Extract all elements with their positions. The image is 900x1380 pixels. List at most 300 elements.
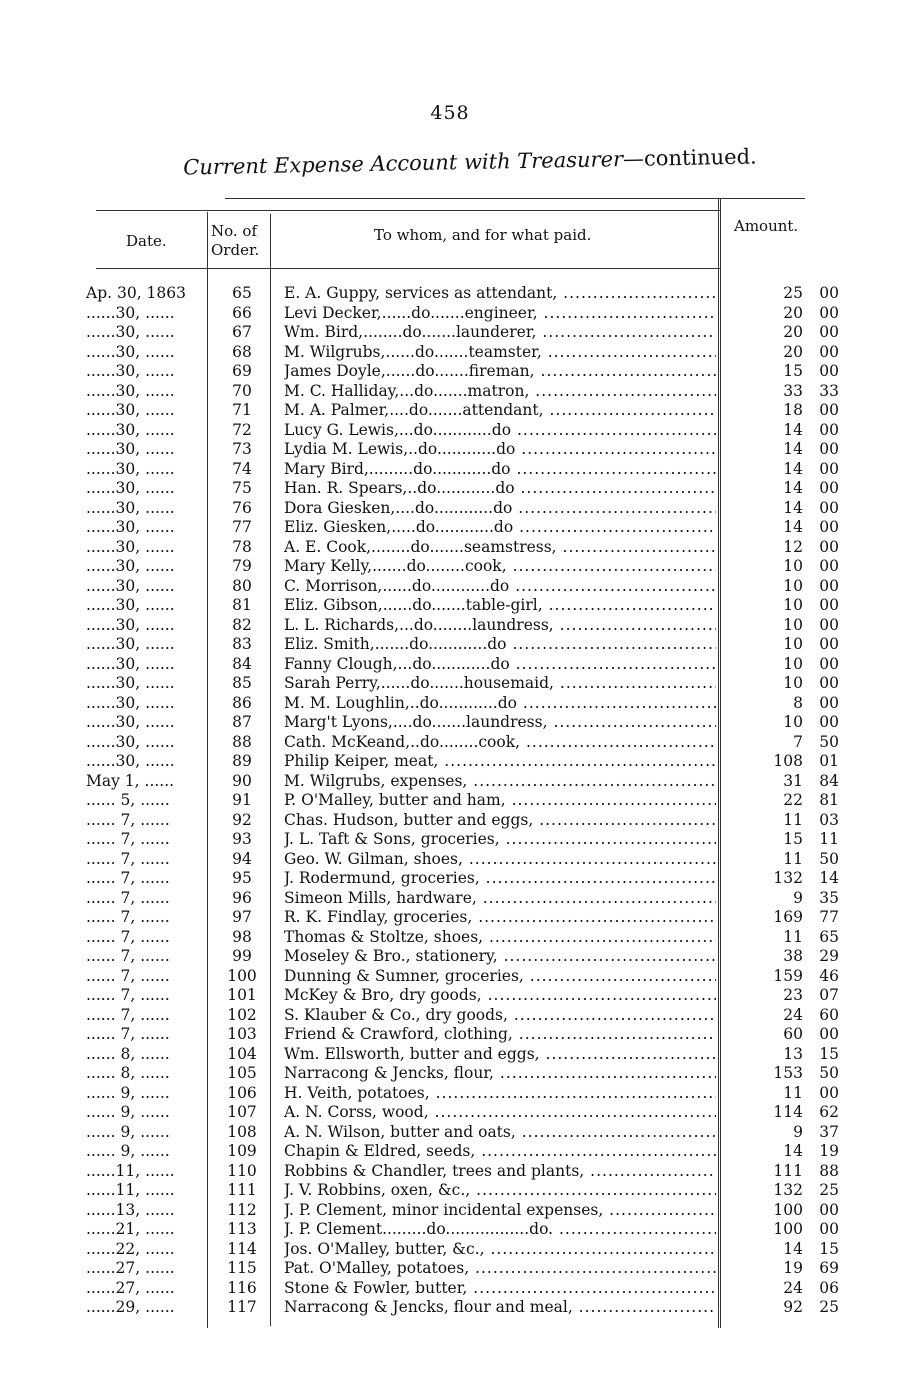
entry-date: ......30, ...... bbox=[86, 752, 175, 770]
amount bbox=[751, 1064, 871, 1084]
order-number: 68 bbox=[232, 342, 252, 361]
amount bbox=[751, 1123, 871, 1143]
amount-dollars: 14 bbox=[783, 459, 803, 478]
amount bbox=[751, 1006, 871, 1026]
amount-cents: 00 bbox=[819, 557, 839, 575]
payee-description bbox=[284, 908, 716, 928]
amount-dollars: 169 bbox=[773, 908, 803, 926]
payee-text: Mary Kelly,.......do........cook, ..... bbox=[284, 557, 716, 577]
payee-text: P. O'Malley, butter and ham, ..... bbox=[284, 791, 716, 811]
payee-description bbox=[284, 752, 716, 772]
payee-text: M. Wilgrubs,......do.......teamster, ..... bbox=[284, 343, 716, 363]
amount-cents: 00 bbox=[819, 401, 839, 419]
order-number: 76 bbox=[232, 498, 252, 517]
amount bbox=[751, 1084, 871, 1104]
amount-cents: 50 bbox=[819, 732, 839, 751]
payee-text: M. Wilgrubs, expenses, ..... bbox=[284, 772, 716, 792]
entry-date: ......30, ...... bbox=[86, 537, 175, 556]
payee-description bbox=[284, 947, 716, 967]
table-row bbox=[86, 1123, 856, 1143]
amount bbox=[751, 1162, 871, 1182]
amount-cents: 07 bbox=[819, 986, 839, 1004]
payee-text: Thomas & Stoltze, shoes, ..... bbox=[284, 928, 716, 948]
amount bbox=[751, 986, 871, 1006]
amount-cents: 88 bbox=[819, 1161, 839, 1180]
order-number: 90 bbox=[232, 771, 252, 790]
payee-description bbox=[284, 655, 716, 675]
payee-description bbox=[284, 479, 716, 499]
entry-date: ......30, ...... bbox=[86, 420, 175, 439]
entry-date: ...... 8, ...... bbox=[86, 1064, 170, 1082]
payee-description bbox=[284, 440, 716, 460]
entry-date: ......22, ...... bbox=[86, 1239, 175, 1258]
amount bbox=[751, 596, 871, 616]
table-row bbox=[86, 577, 856, 597]
payee-description bbox=[284, 713, 716, 733]
entry-date: ...... 9, ...... bbox=[86, 1103, 170, 1121]
order-number: 97 bbox=[232, 908, 252, 926]
payee-description bbox=[284, 323, 716, 343]
page-number: 458 bbox=[430, 102, 470, 124]
table-row bbox=[86, 1142, 856, 1162]
table-row bbox=[86, 460, 856, 480]
payee-text: Fanny Clough,...do............do ..... bbox=[284, 655, 716, 675]
entry-date: ......30, ...... bbox=[86, 732, 175, 751]
amount-dollars: 10 bbox=[783, 596, 803, 614]
amount bbox=[751, 499, 871, 519]
order-number: 70 bbox=[232, 381, 252, 400]
payee-text: Levi Decker,......do.......engineer, ..... bbox=[284, 304, 716, 324]
amount-dollars: 60 bbox=[783, 1025, 803, 1043]
ledger-rows bbox=[86, 284, 856, 1318]
amount bbox=[751, 850, 871, 870]
amount-cents: 29 bbox=[819, 947, 839, 965]
payee-description bbox=[284, 304, 716, 324]
table-row bbox=[86, 752, 856, 772]
entry-date: ...... 7, ...... bbox=[86, 1025, 170, 1043]
order-column-header-line1: No. of bbox=[211, 222, 258, 240]
entry-date: ......30, ...... bbox=[86, 459, 175, 478]
table-row bbox=[86, 1162, 856, 1182]
amount bbox=[751, 928, 871, 948]
amount-cents: 19 bbox=[819, 1142, 839, 1160]
amount-cents: 00 bbox=[819, 576, 839, 595]
amount bbox=[751, 577, 871, 597]
amount-dollars: 10 bbox=[783, 674, 803, 692]
amount bbox=[751, 1220, 871, 1240]
order-number: 115 bbox=[227, 1259, 257, 1277]
payee-description bbox=[284, 518, 716, 538]
entry-date: ......30, ...... bbox=[86, 303, 175, 322]
amount-cents: 00 bbox=[819, 479, 839, 497]
order-number: 66 bbox=[232, 303, 252, 322]
payee-description bbox=[284, 1123, 716, 1143]
amount-cents: 33 bbox=[819, 381, 839, 400]
payee-description bbox=[284, 401, 716, 421]
amount-dollars: 15 bbox=[783, 362, 803, 380]
payee-text: Narracong & Jencks, flour and meal, ..... bbox=[284, 1298, 716, 1318]
order-number: 72 bbox=[232, 420, 252, 439]
amount-dollars: 12 bbox=[783, 537, 803, 556]
amount-cents: 62 bbox=[819, 1103, 839, 1121]
payee-text: L. L. Richards,...do........laundress, ..... bbox=[284, 616, 716, 636]
order-number: 93 bbox=[232, 830, 252, 848]
amount-dollars: 20 bbox=[783, 323, 803, 341]
amount-cents: 00 bbox=[819, 674, 839, 692]
amount-cents: 35 bbox=[819, 888, 839, 907]
payee-description bbox=[284, 733, 716, 753]
amount-dollars: 10 bbox=[783, 635, 803, 653]
order-number: 94 bbox=[232, 849, 252, 868]
payee-description bbox=[284, 791, 716, 811]
payee-description bbox=[284, 850, 716, 870]
order-number: 87 bbox=[232, 713, 252, 731]
payee-description bbox=[284, 1240, 716, 1260]
payee-description bbox=[284, 1201, 716, 1221]
amount bbox=[751, 538, 871, 558]
amount bbox=[751, 1240, 871, 1260]
table-row bbox=[86, 889, 856, 909]
amount-cents: 00 bbox=[819, 1220, 839, 1238]
amount-cents: 01 bbox=[819, 752, 839, 770]
entry-date: ......29, ...... bbox=[86, 1298, 175, 1316]
amount bbox=[751, 1142, 871, 1162]
table-row bbox=[86, 928, 856, 948]
amount-dollars: 9 bbox=[793, 1122, 803, 1141]
table-row bbox=[86, 362, 856, 382]
amount-cents: 00 bbox=[819, 459, 839, 478]
amount-cents: 00 bbox=[819, 537, 839, 556]
amount-dollars: 14 bbox=[783, 1142, 803, 1160]
payee-description bbox=[284, 811, 716, 831]
amount-dollars: 14 bbox=[783, 479, 803, 497]
payee-description bbox=[284, 284, 716, 304]
order-number: 108 bbox=[227, 1122, 257, 1141]
amount bbox=[751, 518, 871, 538]
amount-dollars: 19 bbox=[783, 1259, 803, 1277]
order-number: 103 bbox=[227, 1025, 257, 1043]
amount-dollars: 108 bbox=[773, 752, 803, 770]
entry-date: ......30, ...... bbox=[86, 323, 175, 341]
table-row bbox=[86, 674, 856, 694]
table-row bbox=[86, 538, 856, 558]
payee-text: Chapin & Eldred, seeds, ..... bbox=[284, 1142, 716, 1162]
order-number: 104 bbox=[227, 1044, 257, 1063]
payee-text: Wm. Bird,........do.......launderer, ..... bbox=[284, 323, 716, 343]
amount bbox=[751, 947, 871, 967]
table-row bbox=[86, 947, 856, 967]
payee-text: A. N. Wilson, butter and oats, ..... bbox=[284, 1123, 716, 1143]
amount-cents: 00 bbox=[819, 1025, 839, 1043]
entry-date: ...... 7, ...... bbox=[86, 830, 170, 848]
payee-text: Marg't Lyons,....do.......laundress, ..... bbox=[284, 713, 716, 733]
order-number: 98 bbox=[232, 927, 252, 946]
amount-cents: 00 bbox=[819, 1200, 839, 1219]
amount-dollars: 14 bbox=[783, 420, 803, 439]
table-row bbox=[86, 557, 856, 577]
payee-text: Han. R. Spears,..do............do ..... bbox=[284, 479, 716, 499]
table-row bbox=[86, 635, 856, 655]
amount bbox=[751, 791, 871, 811]
entry-date: ......30, ...... bbox=[86, 693, 175, 712]
entry-date: ......30, ...... bbox=[86, 479, 175, 497]
entry-date: ......30, ...... bbox=[86, 362, 175, 380]
table-row bbox=[86, 382, 856, 402]
amount-dollars: 10 bbox=[783, 557, 803, 575]
payee-text: C. Morrison,......do............do ..... bbox=[284, 577, 716, 597]
amount bbox=[751, 362, 871, 382]
payee-text: M. C. Halliday,...do.......matron, ..... bbox=[284, 382, 716, 402]
payee-description bbox=[284, 1279, 716, 1299]
entry-date: ......30, ...... bbox=[86, 596, 175, 614]
amount-cents: 00 bbox=[819, 1083, 839, 1102]
order-number: 83 bbox=[232, 635, 252, 653]
amount bbox=[751, 869, 871, 889]
payee-description bbox=[284, 362, 716, 382]
table-row bbox=[86, 1103, 856, 1123]
amount-dollars: 92 bbox=[783, 1298, 803, 1316]
amount-dollars: 153 bbox=[773, 1064, 803, 1082]
table-row bbox=[86, 323, 856, 343]
payee-text: R. K. Findlay, groceries, ..... bbox=[284, 908, 716, 928]
amount bbox=[751, 1025, 871, 1045]
payee-text: Pat. O'Malley, potatoes, ..... bbox=[284, 1259, 716, 1279]
order-number: 71 bbox=[232, 401, 252, 419]
payee-description bbox=[284, 499, 716, 519]
table-row bbox=[86, 1181, 856, 1201]
payee-description bbox=[284, 1064, 716, 1084]
amount-dollars: 7 bbox=[793, 732, 803, 751]
amount-cents: 15 bbox=[819, 1239, 839, 1258]
entry-date: ......30, ...... bbox=[86, 576, 175, 595]
amount-dollars: 100 bbox=[773, 1200, 803, 1219]
amount-cents: 00 bbox=[819, 498, 839, 517]
payee-description bbox=[284, 869, 716, 889]
entry-date: ......30, ...... bbox=[86, 635, 175, 653]
entry-date: ......30, ...... bbox=[86, 342, 175, 361]
amount bbox=[751, 967, 871, 987]
amount bbox=[751, 830, 871, 850]
order-number: 88 bbox=[232, 732, 252, 751]
amount-cents: 25 bbox=[819, 1298, 839, 1316]
payee-text: M. M. Loughlin,..do............do ..... bbox=[284, 694, 716, 714]
table-row bbox=[86, 401, 856, 421]
amount bbox=[751, 1201, 871, 1221]
entry-date: ...... 7, ...... bbox=[86, 966, 170, 985]
table-row bbox=[86, 1025, 856, 1045]
table-row bbox=[86, 869, 856, 889]
table-row bbox=[86, 733, 856, 753]
amount bbox=[751, 655, 871, 675]
order-number: 67 bbox=[232, 323, 252, 341]
payee-description bbox=[284, 967, 716, 987]
amount-dollars: 20 bbox=[783, 342, 803, 361]
table-row bbox=[86, 967, 856, 987]
amount-cents: 00 bbox=[819, 420, 839, 439]
table-row bbox=[86, 304, 856, 324]
amount-cents: 00 bbox=[819, 693, 839, 712]
table-row bbox=[86, 1298, 856, 1318]
amount-cents: 84 bbox=[819, 771, 839, 790]
payee-description bbox=[284, 557, 716, 577]
order-number: 73 bbox=[232, 440, 252, 458]
amount-cents: 14 bbox=[819, 869, 839, 887]
payee-description bbox=[284, 343, 716, 363]
entry-date: ......30, ...... bbox=[86, 674, 175, 692]
amount-cents: 00 bbox=[819, 596, 839, 614]
entry-date: ...... 7, ...... bbox=[86, 1005, 170, 1024]
amount-dollars: 111 bbox=[773, 1161, 803, 1180]
payee-text: S. Klauber & Co., dry goods, ..... bbox=[284, 1006, 716, 1026]
table-row bbox=[86, 1084, 856, 1104]
order-number: 69 bbox=[232, 362, 252, 380]
amount-cents: 00 bbox=[819, 323, 839, 341]
amount-dollars: 14 bbox=[783, 440, 803, 458]
amount-dollars: 20 bbox=[783, 303, 803, 322]
table-row bbox=[86, 440, 856, 460]
amount-cents: 00 bbox=[819, 615, 839, 634]
payee-text: H. Veith, potatoes, ..... bbox=[284, 1084, 716, 1104]
table-row bbox=[86, 1064, 856, 1084]
amount-dollars: 15 bbox=[783, 830, 803, 848]
payee-text: Moseley & Bro., stationery, ..... bbox=[284, 947, 716, 967]
table-row bbox=[86, 421, 856, 441]
table-row bbox=[86, 655, 856, 675]
table-row bbox=[86, 518, 856, 538]
table-row bbox=[86, 791, 856, 811]
payee-text: James Doyle,......do.......fireman, ..... bbox=[284, 362, 716, 382]
order-number: 105 bbox=[227, 1064, 257, 1082]
payee-description bbox=[284, 830, 716, 850]
payee-description bbox=[284, 1162, 716, 1182]
entry-date: Ap. 30, 1863 bbox=[86, 284, 186, 302]
order-number: 106 bbox=[227, 1083, 257, 1102]
amount-dollars: 33 bbox=[783, 381, 803, 400]
amount bbox=[751, 382, 871, 402]
payee-text: Stone & Fowler, butter, ..... bbox=[284, 1279, 716, 1299]
amount bbox=[751, 479, 871, 499]
amount-dollars: 24 bbox=[783, 1005, 803, 1024]
order-number: 100 bbox=[227, 966, 257, 985]
entry-date: ...... 7, ...... bbox=[86, 986, 170, 1004]
entry-date: ...... 7, ...... bbox=[86, 849, 170, 868]
payee-text: Sarah Perry,......do.......housemaid, ..... bbox=[284, 674, 716, 694]
table-row bbox=[86, 1220, 856, 1240]
amount bbox=[751, 460, 871, 480]
amount-cents: 69 bbox=[819, 1259, 839, 1277]
amount bbox=[751, 733, 871, 753]
table-row bbox=[86, 499, 856, 519]
amount-dollars: 11 bbox=[783, 849, 803, 868]
entry-date: ......30, ...... bbox=[86, 381, 175, 400]
table-row bbox=[86, 1279, 856, 1299]
entry-date: ...... 7, ...... bbox=[86, 908, 170, 926]
order-number: 84 bbox=[232, 654, 252, 673]
payee-text: Dunning & Sumner, groceries, ..... bbox=[284, 967, 716, 987]
amount-cents: 11 bbox=[819, 830, 839, 848]
entry-date: ......27, ...... bbox=[86, 1259, 175, 1277]
amount-dollars: 22 bbox=[783, 791, 803, 809]
payee-text: Chas. Hudson, butter and eggs, ..... bbox=[284, 811, 716, 831]
entry-date: ...... 9, ...... bbox=[86, 1142, 170, 1160]
order-number: 77 bbox=[232, 518, 252, 536]
payee-description bbox=[284, 772, 716, 792]
payee-description bbox=[284, 1142, 716, 1162]
payee-description bbox=[284, 596, 716, 616]
amount-dollars: 14 bbox=[783, 498, 803, 517]
entry-date: ......30, ...... bbox=[86, 557, 175, 575]
table-row bbox=[86, 1006, 856, 1026]
payee-description bbox=[284, 889, 716, 909]
amount bbox=[751, 421, 871, 441]
order-number: 65 bbox=[232, 284, 252, 302]
payee-description bbox=[284, 382, 716, 402]
table-row bbox=[86, 850, 856, 870]
amount-dollars: 31 bbox=[783, 771, 803, 790]
payee-description bbox=[284, 1259, 716, 1279]
order-number: 114 bbox=[227, 1239, 257, 1258]
amount bbox=[751, 752, 871, 772]
amount bbox=[751, 889, 871, 909]
order-number: 102 bbox=[227, 1005, 257, 1024]
payee-text: Eliz. Smith,.......do............do ..... bbox=[284, 635, 716, 655]
amount-dollars: 23 bbox=[783, 986, 803, 1004]
entry-date: ...... 7, ...... bbox=[86, 927, 170, 946]
payee-text: Jos. O'Malley, butter, &c., ..... bbox=[284, 1240, 716, 1260]
entry-date: ......13, ...... bbox=[86, 1200, 175, 1219]
payee-description bbox=[284, 1045, 716, 1065]
amount-cents: 00 bbox=[819, 713, 839, 731]
payee-text: Narracong & Jencks, flour, ..... bbox=[284, 1064, 716, 1084]
order-column-header-line2: Order. bbox=[211, 241, 260, 259]
order-number: 95 bbox=[232, 869, 252, 887]
order-number: 109 bbox=[227, 1142, 257, 1160]
order-number: 86 bbox=[232, 693, 252, 712]
amount-dollars: 10 bbox=[783, 615, 803, 634]
amount-dollars: 14 bbox=[783, 1239, 803, 1258]
amount bbox=[751, 713, 871, 733]
order-number: 92 bbox=[232, 810, 252, 829]
entry-date: ...... 7, ...... bbox=[86, 947, 170, 965]
entry-date: ...... 7, ...... bbox=[86, 888, 170, 907]
amount bbox=[751, 616, 871, 636]
amount bbox=[751, 1045, 871, 1065]
payee-text: Cath. McKeand,..do........cook, ..... bbox=[284, 733, 716, 753]
table-row bbox=[86, 1240, 856, 1260]
amount-dollars: 38 bbox=[783, 947, 803, 965]
payee-description bbox=[284, 1025, 716, 1045]
amount-dollars: 159 bbox=[773, 966, 803, 985]
table-row bbox=[86, 811, 856, 831]
payee-text: A. E. Cook,........do.......seamstress, ..... bbox=[284, 538, 716, 558]
amount-cents: 15 bbox=[819, 1044, 839, 1063]
amount-dollars: 14 bbox=[783, 518, 803, 536]
page-title-suffix: —continued. bbox=[622, 144, 757, 172]
amount bbox=[751, 908, 871, 928]
amount-dollars: 10 bbox=[783, 576, 803, 595]
amount bbox=[751, 772, 871, 792]
payee-description bbox=[284, 577, 716, 597]
table-row bbox=[86, 713, 856, 733]
amount bbox=[751, 1279, 871, 1299]
table-row bbox=[86, 284, 856, 304]
entry-date: ......21, ...... bbox=[86, 1220, 175, 1238]
amount bbox=[751, 1259, 871, 1279]
amount bbox=[751, 674, 871, 694]
payee-description bbox=[284, 1103, 716, 1123]
entry-date: ......30, ...... bbox=[86, 713, 175, 731]
page-title-italic: Current Expense Account with Treasurer bbox=[183, 147, 624, 180]
